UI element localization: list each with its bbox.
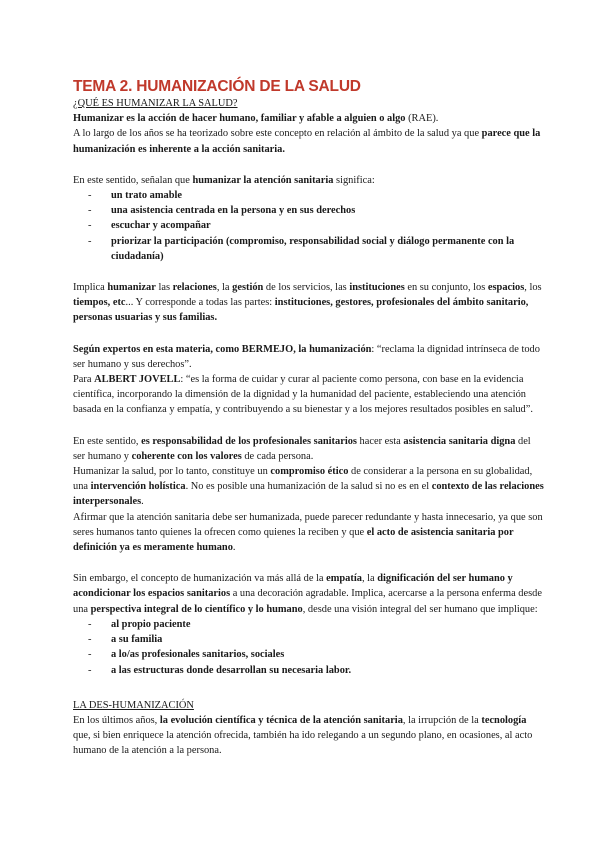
meaning-intro-text: En este sentido, señalan que [73,174,193,186]
bold-text: instituciones, gestores, profesionales del ámbito sanitario, personas usuarias y sus familias. [73,297,529,324]
text: de cada persona. [241,450,314,462]
text: que, si bien enriquece la atención ofrecida, también ha ido relegando a un segundo plano, en ocasiones, al acto humano de la atención a la persona. [73,730,533,757]
list-item [73,218,544,233]
list-item-text: a las estructuras donde desarrollan su necesaria labor. [111,664,352,676]
definition-bold: Humanizar es la acción de hacer humano, familiar y afable a alguien o algo [73,113,406,125]
bold-text: la evolución científica y técnica de la atención sanitaria [159,714,403,726]
bold-text: compromiso ético [270,466,349,478]
text: En este sentido, [73,435,142,447]
definition-paragraph [73,111,544,126]
text: En los últimos años, [73,714,160,726]
text: en su conjunto, los [404,282,488,294]
intro-paragraph [73,126,544,156]
implica-paragraph [73,280,544,326]
list-item-text: al propio paciente [111,618,191,630]
bold-text: perspectiva integral de lo científico y lo humano [90,603,303,615]
afirmar-paragraph [73,510,544,556]
list-item-text: a su familia [111,634,163,646]
bold-text: intervención holística [90,481,186,493]
text: : “reclama la dignidad intrínseca de todo ser humano y sus derechos”. [73,343,540,370]
text: Humanizar la salud, por lo tanto, constituye un [73,466,271,478]
jovell-paragraph [73,372,544,418]
list-item [73,188,544,203]
bermejo-paragraph [73,342,544,372]
list-item-text: una asistencia centrada en la persona y en sus derechos [111,205,356,217]
section-heading-que-es: ¿QUÉ ES HUMANIZAR LA SALUD? [73,98,238,109]
list-item-text: un trato amable [111,190,182,202]
text: hacer esta [356,435,404,447]
bold-text: instituciones [349,282,405,294]
meaning-intro-end: significa: [333,174,375,186]
bold-text: ALBERT JOVELL [94,374,181,386]
bold-text: dignificación del ser humano y acondicionar los espacios sanitarios [73,573,513,600]
list-item [73,203,544,218]
list-item [73,234,544,264]
text: de considerar a la persona en su globalidad, una [73,466,533,493]
bold-text: gestión [232,282,264,294]
text: . No es posible una humanización de la salud si no es en el [185,481,432,493]
text: , la [361,573,378,585]
responsabilidad-paragraph [73,434,544,464]
intro-bold: parece que la humanización es inherente a la acción sanitaria. [73,128,541,155]
deshumanizacion-paragraph [73,713,544,759]
bold-text: tiempos, etc [73,297,126,309]
list-item [73,617,544,632]
definition-source: (RAE). [405,113,439,125]
list-item [73,663,544,678]
list-item-text: escuchar y acompañar [111,220,211,232]
text: Sin embargo, el concepto de humanización va más allá de la [73,573,327,585]
section-heading-deshumanizacion: LA DES-HUMANIZACIÓN [73,699,194,711]
bold-text: empatía [326,573,362,585]
text: del ser humano y [73,435,531,462]
bold-text: asistencia sanitaria digna [403,435,516,447]
implique-list [73,617,544,678]
text: , los [524,282,542,294]
text: . [232,542,236,554]
bold-text: espacios [487,282,525,294]
text: Para [73,374,95,386]
list-item-text: a lo/as profesionales sanitarios, sociales [111,649,285,661]
text: ... Y corresponde a todas las partes: [125,297,275,309]
list-item [73,632,544,647]
text: las [155,282,173,294]
text: , desde una visión integral del ser humano que implique: [302,603,538,615]
text: : “es la forma de cuidar y curar al paciente como persona, con base en la evidencia científica, incorporando la dimensión de la dignidad y la humanidad del paciente, estableciendo una atención basada en la confianza y empatía, y contribuyendo a su bienestar y a los mejores resultados posibles en salud”. [73,374,533,416]
bold-text: humanizar [107,282,156,294]
bold-text: contexto de las relaciones interpersonales [73,481,544,508]
text: de los servicios, las [263,282,350,294]
bold-text: Según expertos en esta materia, como BERMEJO, la humanización [73,343,372,355]
sin-embargo-paragraph [73,571,544,617]
bold-text: es responsabilidad de los profesionales sanitarios [141,435,357,447]
text: Afirmar que la atención sanitaria debe ser humanizada, puede parecer redundante y hasta innecesario, ya que son seres humanos tanto quienes la ofrecen como quienes la reciben y que [73,511,543,538]
bold-text: relaciones [172,282,217,294]
page-title: TEMA 2. HUMANIZACIÓN DE LA SALUD [73,78,361,95]
text: a una decoración agradable. Implica, acercarse a la persona enferma desde una [73,588,542,615]
list-item-text: priorizar la participación (compromiso, responsabilidad social y diálogo permanente con la ciudadanía) [111,235,515,262]
text: , la irrupción de la [402,714,482,726]
meaning-intro [73,173,544,188]
bold-text: el acto de asistencia sanitaria por definición ya es meramente humano [73,526,514,554]
text: . [141,496,144,508]
bold-text: coherente con los valores [131,450,242,462]
text: , la [216,282,233,294]
meaning-intro-bold: humanizar la atención sanitaria [192,174,334,186]
intro-text: A lo largo de los años se ha teorizado sobre este concepto en relación al ámbito de la salud ya que [73,128,482,140]
text: Implica [73,282,108,294]
list-item [73,647,544,662]
compromiso-paragraph [73,464,544,510]
meaning-list [73,188,544,264]
bold-text: tecnología [481,714,527,726]
